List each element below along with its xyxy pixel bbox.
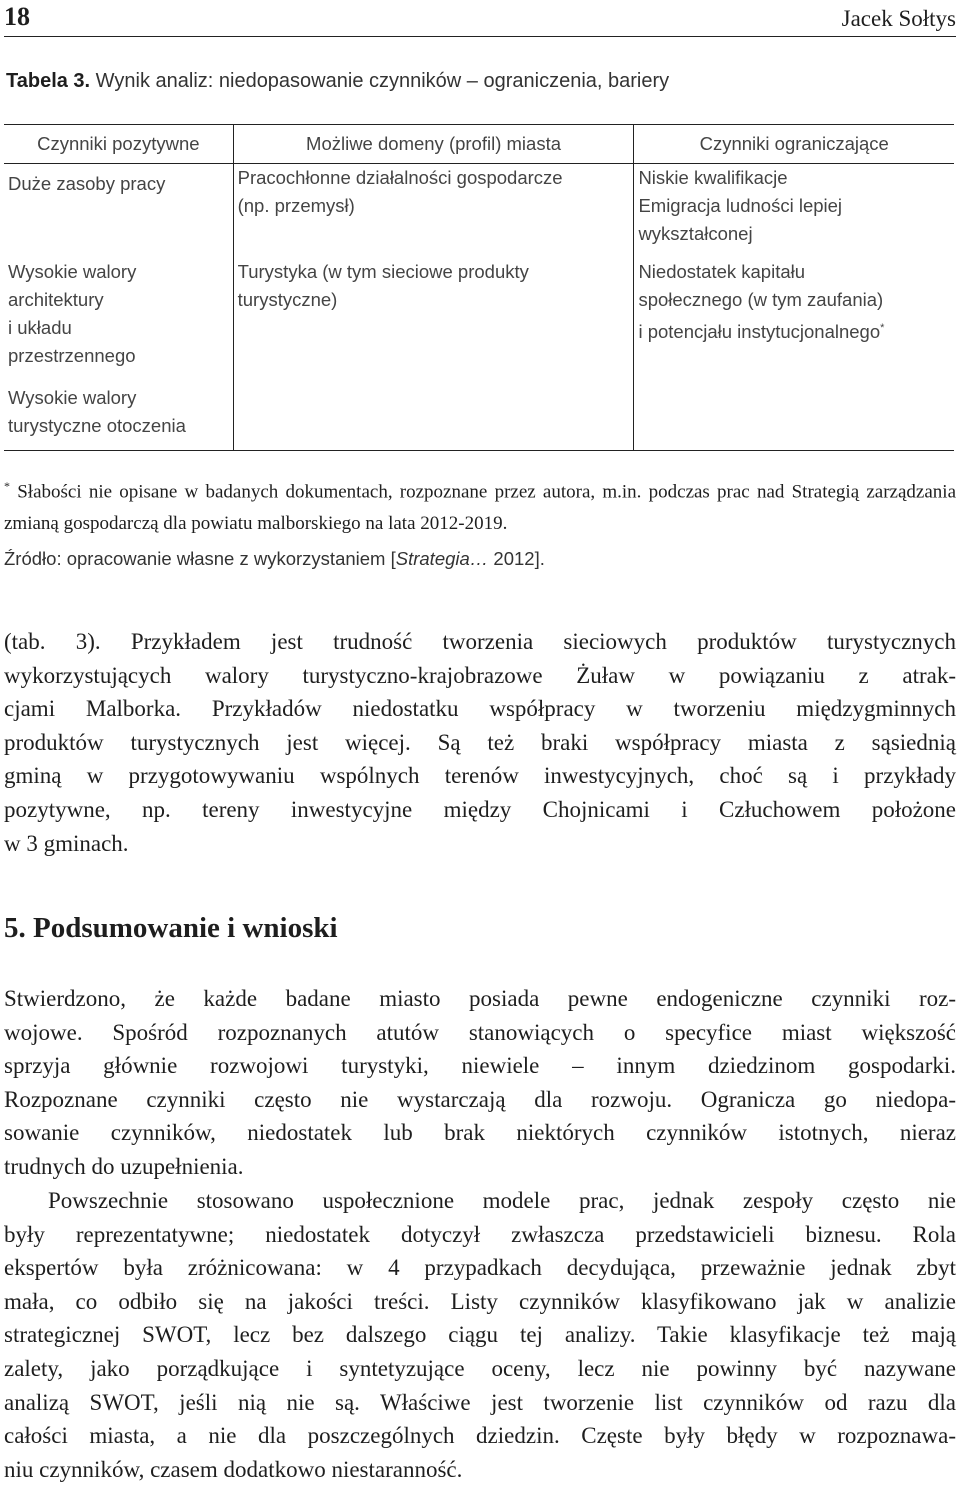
cell-line: przestrzennego bbox=[8, 345, 136, 366]
cell-line: wykształconej bbox=[638, 223, 753, 244]
text-line: niu czynników, czasem dodatkowo niestaranność. bbox=[4, 1456, 463, 1482]
paragraph-2 bbox=[4, 982, 956, 1184]
text-line: były reprezentatywne; niedostatek dotyczył zwłaszcza przedstawicieli biznesu. Rola bbox=[4, 1221, 956, 1247]
source-suffix: 2012]. bbox=[488, 548, 545, 569]
text-line: Powszechnie stosowano uspołecznione modele prac, jednak zespoły często nie bbox=[48, 1188, 956, 1213]
cell-line: Emigracja ludności lepiej bbox=[638, 195, 843, 216]
table-caption-text: Wynik analiz: niedopasowanie czynników – ograniczenia, bariery bbox=[90, 70, 670, 92]
column-header-domains: Możliwe domeny (profil) miasta bbox=[233, 125, 634, 164]
cell-line: Niskie kwalifikacje bbox=[638, 167, 788, 188]
cell-line: Turystyka (w tym sieciowe produkty bbox=[237, 261, 529, 282]
cell-line: społecznego (w tym zaufania) bbox=[638, 289, 884, 310]
text-line: (tab. 3). Przykładem jest trudność tworzenia sieciowych produktów turystycznych bbox=[4, 629, 956, 654]
cell-line: turystyczne otoczenia bbox=[8, 415, 186, 436]
table-cell bbox=[634, 380, 954, 451]
text-line: Stwierdzono, że każde badane miasto posiada pewne endogeniczne czynniki roz- bbox=[4, 986, 956, 1011]
table-footnote bbox=[4, 470, 956, 540]
table-row bbox=[4, 380, 954, 451]
table-source bbox=[4, 548, 545, 570]
running-author: Jacek Sołtys bbox=[841, 6, 956, 31]
table-header-row bbox=[4, 125, 954, 164]
text-line: Rozpoznane czynniki często nie wystarczają dla rozwoju. Ogranicza go niedopa- bbox=[4, 1086, 956, 1112]
cell-line: Wysokie walory bbox=[8, 261, 137, 282]
text-line: zalety, jako porządkujące i syntetyzujące oceny, lecz nie powinny być nazywane bbox=[4, 1355, 956, 1381]
footnote-mark: * bbox=[4, 479, 10, 493]
text-line: sowanie czynników, niedostatek lub brak niektórych czynników istotnych, nieraz bbox=[4, 1120, 956, 1146]
analysis-table bbox=[4, 124, 954, 451]
cell-line bbox=[638, 314, 950, 346]
table-cell bbox=[4, 164, 233, 255]
text-line: gminą w przygotowywaniu wspólnych terenów inwestycyjnych, choć są i przykłady bbox=[4, 763, 956, 789]
text-line: całości miasta, a nie dla poszczególnych dziedzin. Częste były błędy w rozpoznawa- bbox=[4, 1423, 956, 1449]
cell-text: i potencjału instytucjonalnego bbox=[638, 321, 881, 343]
section-heading: 5. Podsumowanie i wnioski bbox=[4, 912, 338, 944]
cell-line: Niedostatek kapitału bbox=[638, 261, 806, 282]
cell-line: Wysokie walory bbox=[8, 387, 137, 408]
table-cell bbox=[634, 254, 954, 380]
table-cell bbox=[4, 254, 233, 380]
text-line: produktów turystycznych jest więcej. Są też braki współpracy miasta z sąsiednią bbox=[4, 729, 956, 755]
text-line: wykorzystujących walory turystyczno-krajobrazowe Żuław w powiązaniu z atrak- bbox=[4, 662, 956, 688]
cell-line: Duże zasoby pracy bbox=[8, 173, 166, 194]
cell-line: i układu bbox=[8, 317, 72, 338]
cell-line: architektury bbox=[8, 289, 104, 310]
page-header bbox=[4, 2, 956, 37]
cell-line: Pracochłonne działalności gospodarcze bbox=[237, 167, 563, 188]
source-prefix: Źródło: opracowanie własne z wykorzystaniem [ bbox=[4, 548, 396, 569]
text-line: cjami Malborka. Przykładów niedostatku współpracy w tworzeniu międzygminnych bbox=[4, 696, 956, 722]
table-cell bbox=[4, 380, 233, 451]
paragraph-1 bbox=[4, 625, 956, 860]
source-italic: Strategia… bbox=[395, 548, 489, 569]
cell-line: turystyczne) bbox=[237, 289, 338, 310]
paragraph-3 bbox=[4, 1184, 956, 1486]
text-line: pozytywne, np. tereny inwestycyjne między Chojnicami i Człuchowem położone bbox=[4, 796, 956, 822]
text-line: analizą SWOT, jeśli nią nie są. Właściwe jest tworzenie list czynników od razu dla bbox=[4, 1389, 956, 1415]
text-line: wojowe. Spośród rozpoznanych atutów stanowiących o specyfice miast większość bbox=[4, 1019, 956, 1045]
page-number: 18 bbox=[4, 2, 30, 31]
footnote-mark: * bbox=[880, 322, 885, 334]
text-line: mała, co odbiło się na jakości treści. Listy czynników klasyfikowano jak w analizie bbox=[4, 1288, 956, 1314]
table-cell bbox=[634, 164, 954, 255]
table-row bbox=[4, 164, 954, 255]
table-caption bbox=[6, 70, 669, 93]
text-line: trudnych do uzupełnienia. bbox=[4, 1153, 244, 1179]
text-line: strategicznej SWOT, lecz bez dalszego ciągu tej analizy. Takie klasyfikacje też mają bbox=[4, 1322, 956, 1348]
column-header-limiting: Czynniki ograniczające bbox=[634, 125, 954, 164]
table-cell bbox=[233, 254, 634, 380]
table-cell bbox=[233, 380, 634, 451]
text-line: sprzyja głównie rozwojowi turystyki, niewiele – innym dziedzinom gospodarki. bbox=[4, 1053, 956, 1079]
text-line: ekspertów była zróżnicowana: w 4 przypadkach decydująca, przeważnie jednak zbyt bbox=[4, 1255, 956, 1281]
column-header-positive: Czynniki pozytywne bbox=[4, 125, 233, 164]
footnote-text: Słabości nie opisane w badanych dokumentach, rozpoznane przez autora, m.in. podczas prac nad Strategią zarządzania zmianą gospodarczą dla powiatu malborskiego na lata 2012-2019. bbox=[4, 481, 956, 535]
table-cell bbox=[233, 164, 634, 255]
table-caption-label: Tabela 3. bbox=[6, 70, 91, 92]
table-row bbox=[4, 254, 954, 380]
text-line: w 3 gminach. bbox=[4, 830, 129, 856]
cell-line: (np. przemysł) bbox=[237, 195, 355, 216]
